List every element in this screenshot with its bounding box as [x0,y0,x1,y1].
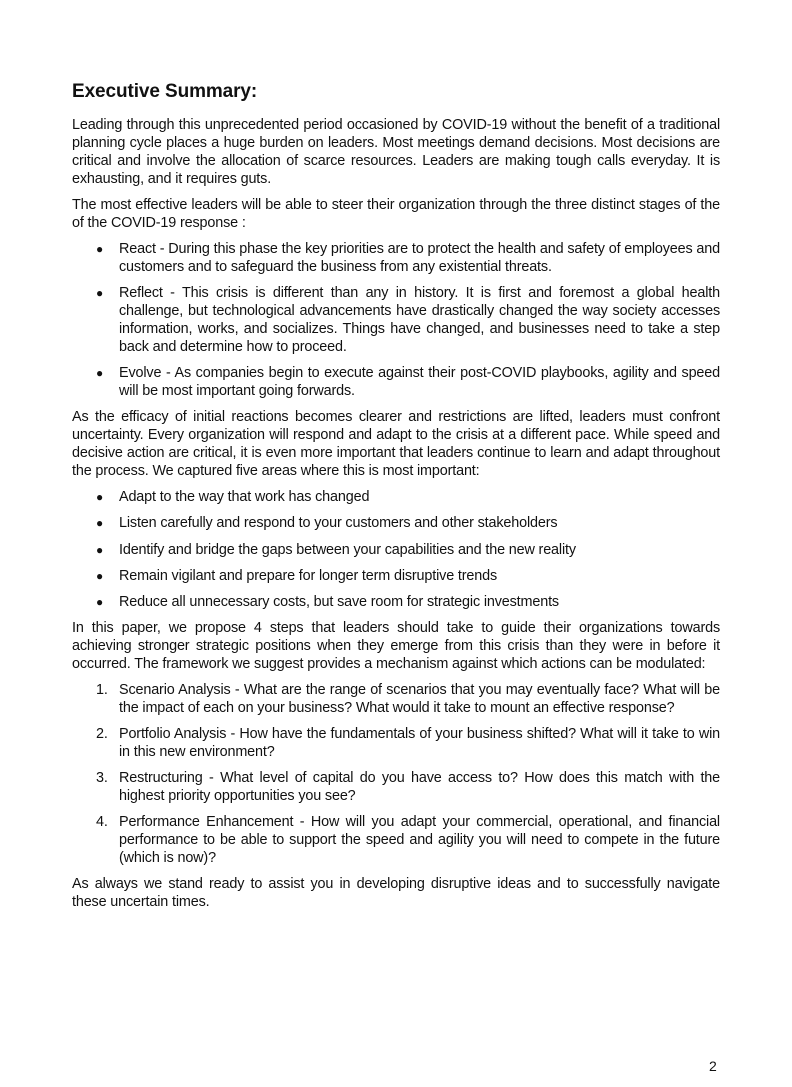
focus-areas-list [72,488,720,611]
efficacy-paragraph: As the efficacy of initial reactions becomes clearer and restrictions are lifted, leaders must confront uncertainty. Every organization will respond and adapt to the crisis at a different pace. While speed and decisive action are critical, it is even more important that leaders continue to learn and adapt throughout the process. We captured five areas where this is most important: [72,409,720,479]
list-item: ● Remain vigilant and prepare for longer term disruptive trends [96,567,497,584]
bullet-icon: ● [96,542,104,557]
bullet-icon: ● [96,286,104,300]
list-item: ● React - During this phase the key priorities are to protect the health and safety of employees and customers and to safeguard the business from any existential threats. [96,241,720,275]
stages-intro-paragraph: The most effective leaders will be able to steer their organization through the three distinct stages of the of the COVID-19 response : [72,197,720,231]
list-number: 4. [96,814,108,831]
bullet-icon: ● [96,568,104,583]
list-item: ● Reflect - This crisis is different than any in history. It is first and foremost a global health challenge, but technological advancements have drastically changed the way society accesses information, works, and socializes. Things have changed, and businesses need to take a step back and determine how to proceed. [96,285,720,355]
list-item: ● Listen carefully and respond to your customers and other stakeholders [96,515,558,532]
bullet-icon: ● [96,242,104,256]
bullet-icon: ● [96,490,104,504]
list-item: 4. Performance Enhancement - How will you adapt your commercial, operational, and financial performance to be able to support the speed and agility you will need to compete in the future (which is now)? [96,814,720,867]
list-number: 2. [96,726,108,743]
steps-intro-paragraph: In this paper, we propose 4 steps that leaders should take to guide their organizations towards achieving stronger strategic positions when they emerge from this crisis than they were in before it occurred. The framework we suggest provides a mechanism against which actions can be modulated: [72,620,720,673]
list-item: ● Adapt to the way that work has changed [96,489,370,505]
page-number: 2 [709,1058,717,1074]
list-number: 3. [96,770,108,787]
list-item: ● Evolve - As companies begin to execute against their post-COVID playbooks, agility and speed will be most important going forwards. [96,365,720,399]
bullet-icon: ● [96,516,104,531]
intro-paragraph: Leading through this unprecedented period occasioned by COVID-19 without the benefit of a traditional planning cycle places a huge burden on leaders. Most meetings demand decisions. Most decisions are critical and involve the allocation of scarce resources. Leaders are making tough calls everyday. It is exhausting, and it requires guts. [72,117,720,187]
closing-paragraph: As always we stand ready to assist you in developing disruptive ideas and to successfully navigate these uncertain times. [72,876,720,911]
stages-list [72,240,720,400]
steps-list [72,681,720,867]
document-page [72,80,720,919]
section-title: Executive Summary: [72,81,258,102]
list-item: 1. Scenario Analysis - What are the range of scenarios that you may eventually face? What will be the impact of each on your business? What would it take to mount an effective response? [96,682,720,717]
bullet-icon: ● [96,366,104,380]
list-item: ● Identify and bridge the gaps between your capabilities and the new reality [96,541,576,558]
list-item: 2. Portfolio Analysis - How have the fundamentals of your business shifted? What will it take to win in this new environment? [96,726,720,761]
list-item: ● Reduce all unnecessary costs, but save room for strategic investments [96,594,559,611]
list-number: 1. [96,682,108,699]
list-item: 3. Restructuring - What level of capital do you have access to? How does this match with the highest priority opportunities you see? [96,770,720,805]
bullet-icon: ● [96,595,104,610]
